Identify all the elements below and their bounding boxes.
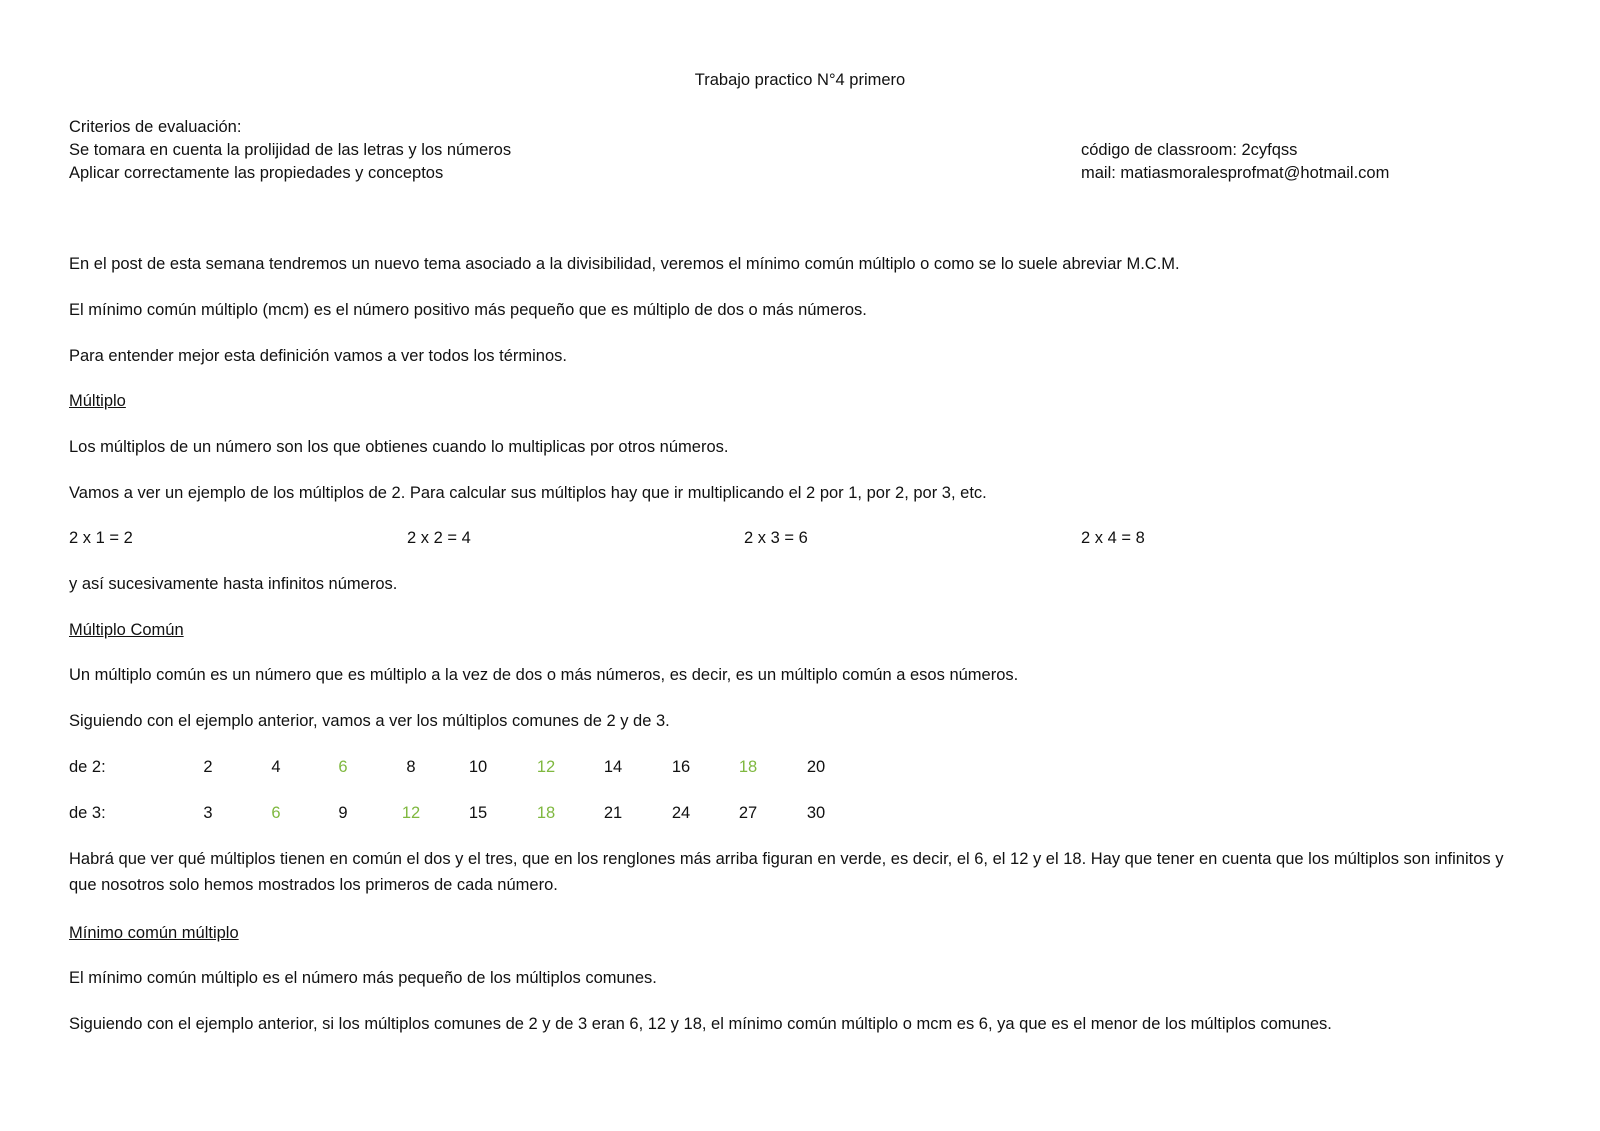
multiple-value: 4 [271,758,281,776]
row-label-de-2: de 2: [69,758,106,776]
criteria-heading: Criterios de evaluación: [69,118,242,136]
multiple-value: 8 [406,758,416,776]
multiplo-definition: Los múltiplos de un número son los que obtienes cuando lo multiplicas por otros números. [69,438,729,456]
product-item: 2 x 4 = 8 [1081,529,1145,547]
product-item: 2 x 1 = 2 [69,529,133,547]
multiple-value: 2 [203,758,213,776]
minimo-example: Siguiendo con el ejemplo anterior, si los múltiplos comunes de 2 y de 3 eran 6, 12 y 18, el mínimo común múltiplo o mcm es 6, ya que es el menor de los múltiplos comunes. [69,1015,1332,1033]
multiple-value: 10 [468,758,488,776]
definition-paragraph: El mínimo común múltiplo (mcm) es el número positivo más pequeño que es múltiplo de dos o más números. [69,301,867,319]
contact-mail: mail: matiasmoralesprofmat@hotmail.com [1081,164,1390,182]
row-label-de-3: de 3: [69,804,106,822]
terms-paragraph: Para entender mejor esta definición vamos a ver todos los términos. [69,347,567,365]
common-multiple-value: 18 [536,804,556,822]
multiple-value: 27 [738,804,758,822]
infinite-paragraph: y así sucesivamente hasta infinitos números. [69,575,398,593]
criteria-item: Aplicar correctamente las propiedades y conceptos [69,164,444,182]
multiple-value: 3 [203,804,213,822]
classroom-code: código de classroom: 2cyfqss [1081,141,1298,159]
minimo-definition: El mínimo común múltiplo es el número más pequeño de los múltiplos comunes. [69,969,657,987]
multiple-value: 9 [338,804,348,822]
common-multiple-value: 6 [338,758,348,776]
criteria-item: Se tomara en cuenta la prolijidad de las letras y los números [69,141,512,159]
multiple-value: 30 [806,804,826,822]
multiple-value: 16 [671,758,691,776]
comun-example: Siguiendo con el ejemplo anterior, vamos a ver los múltiplos comunes de 2 y de 3. [69,712,670,730]
product-item: 2 x 2 = 4 [407,529,471,547]
comun-definition: Un múltiplo común es un número que es múltiplo a la vez de dos o más números, es decir, es un múltiplo común a esos números. [69,666,1019,684]
multiple-value: 14 [603,758,623,776]
intro-paragraph: En el post de esta semana tendremos un nuevo tema asociado a la divisibilidad, veremos el mínimo común múltiplo o como se lo suele abreviar M.C.M. [69,255,1180,273]
heading-minimo-comun-multiplo: Mínimo común múltiplo [69,924,239,942]
common-multiple-value: 12 [401,804,421,822]
multiple-value: 21 [603,804,623,822]
product-item: 2 x 3 = 6 [744,529,808,547]
common-multiple-value: 18 [738,758,758,776]
multiple-value: 15 [468,804,488,822]
common-multiple-value: 12 [536,758,556,776]
page-title: Trabajo practico N°4 primero [694,71,906,89]
common-multiples-paragraph: Habrá que ver qué múltiplos tienen en común el dos y el tres, que en los renglones más arriba figuran en verde, es decir, el 6, el 12 y el 18. Hay que tener en cuenta que los múltiplos son infinitos y que nosotros solo hemos mostrados los primeros de cada número. [69,850,1504,894]
multiple-value: 20 [806,758,826,776]
common-multiple-value: 6 [271,804,281,822]
heading-multiplo: Múltiplo [69,392,126,410]
heading-multiplo-comun: Múltiplo Común [69,621,184,639]
multiplo-example: Vamos a ver un ejemplo de los múltiplos de 2. Para calcular sus múltiplos hay que ir multiplicando el 2 por 1, por 2, por 3, etc. [69,484,987,502]
multiple-value: 24 [671,804,691,822]
